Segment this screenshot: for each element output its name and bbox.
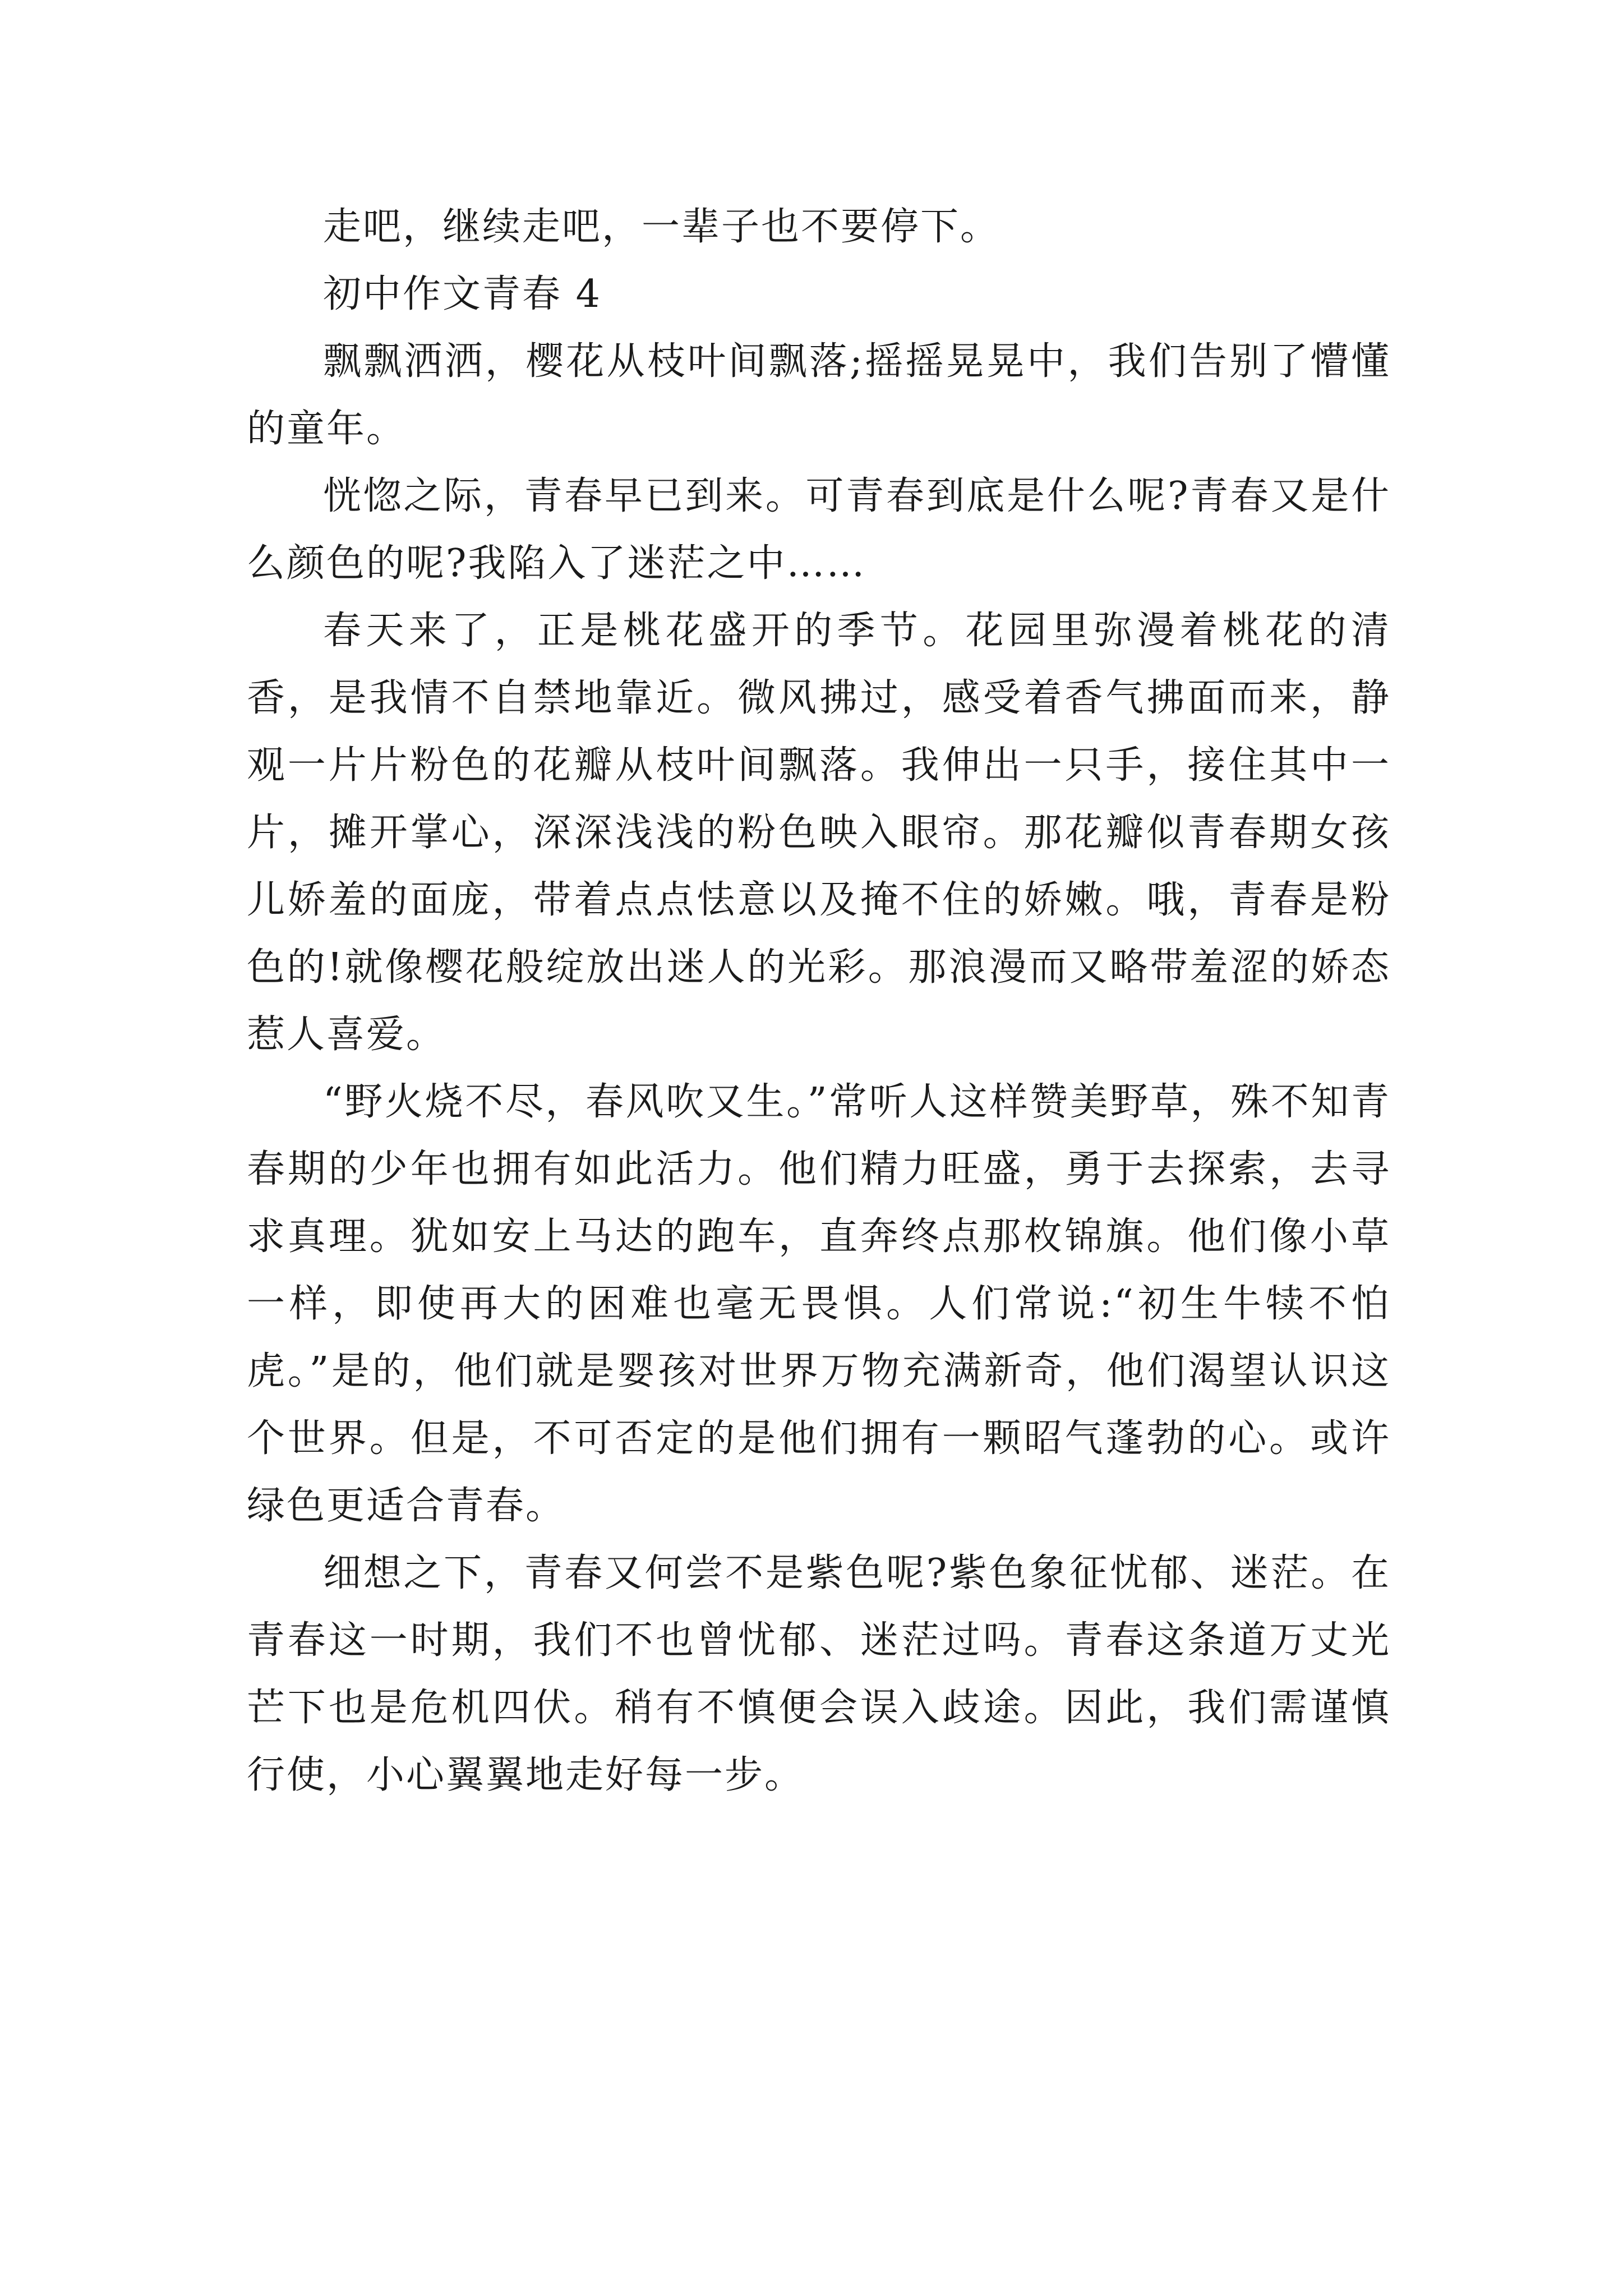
paragraph-3: 春天来了，正是桃花盛开的季节。花园里弥漫着桃花的清香，是我情不自禁地靠近。微风拂过，感受着香气拂面而来，静观一片片粉色的花瓣从枝叶间飘落。我伸出一只手，接住其中一片，摊开掌心，深深浅浅的粉色映入眼帘。那花瓣似青春期女孩儿娇羞的面庞，带着点点怯意以及掩不住的娇嫩。哦，青春是粉色的!就像樱花般绽放出迷人的光彩。那浪漫而又略带羞涩的娇态惹人喜爱。 bbox=[247, 609, 1391, 1057]
essay-title: 初中作文青春 4 bbox=[323, 272, 602, 316]
paragraph-4: “野火烧不尽，春风吹又生。”常听人这样赞美野草，殊不知青春期的少年也拥有如此活力。他们精力旺盛，勇于去探索，去寻求真理。犹如安上马达的跑车，直奔终点那枚锦旗。他们像小草一样，即使再大的困难也毫无畏惧。人们常说:“初生牛犊不怕虎。”是的，他们就是婴孩对世界万物充满新奇，他们渴望认识这个世界。但是，不可否定的是他们拥有一颗昭气蓬勃的心。或许绿色更适合青春。 bbox=[247, 1080, 1391, 1528]
paragraph-2: 恍惚之际，青春早已到来。可青春到底是什么呢?青春又是什么颜色的呢?我陷入了迷茫之中…… bbox=[247, 474, 1391, 586]
paragraph-closing-line: 走吧，继续走吧，一辈子也不要停下。 bbox=[323, 205, 1000, 249]
article-body bbox=[247, 194, 1391, 1809]
paragraph-5: 细想之下，青春又何尝不是紫色呢?紫色象征忧郁、迷茫。在青春这一时期，我们不也曾忧郁、迷茫过吗。青春这条道万丈光芒下也是危机四伏。稍有不慎便会误入歧途。因此，我们需谨慎行使，小心翼翼地走好每一步。 bbox=[247, 1551, 1391, 1797]
paragraph-1: 飘飘洒洒，樱花从枝叶间飘落;摇摇晃晃中，我们告别了懵懂的童年。 bbox=[247, 339, 1391, 451]
